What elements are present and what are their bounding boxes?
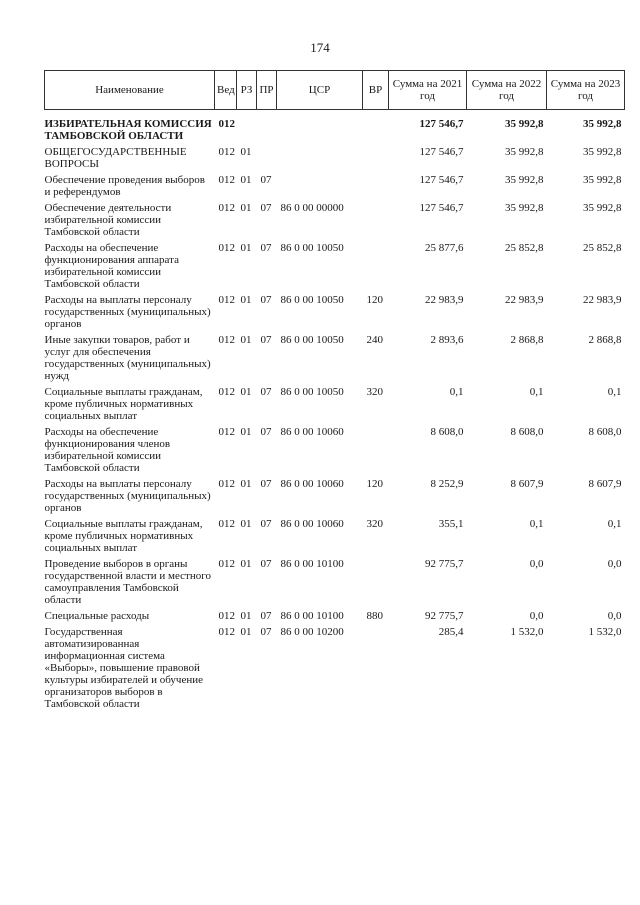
row-name: Обеспечение деятельности избирательной комиссии Тамбовской области bbox=[44, 202, 172, 238]
row-vr bbox=[363, 622, 389, 710]
header-vr: ВР bbox=[363, 71, 389, 110]
row-sum-2023: 25 852,8 bbox=[583, 242, 622, 254]
row-sum-2021: 0,1 bbox=[449, 386, 464, 398]
row-name: Проведение выборов в органы государственной власти и местного самоуправления Тамбовской области bbox=[44, 558, 211, 606]
row-sum-2022: 35 992,8 bbox=[505, 146, 544, 158]
header-ved: Вед bbox=[215, 71, 237, 110]
row-sum-2023: 0,1 bbox=[607, 518, 622, 530]
row-rz: 01 bbox=[240, 426, 252, 438]
row-csr: 86 0 00 10100 bbox=[280, 610, 344, 622]
row-sum-2022: 35 992,8 bbox=[505, 174, 544, 186]
table-row bbox=[45, 514, 625, 554]
row-ved: 012 bbox=[218, 294, 235, 306]
row-pr: 07 bbox=[260, 478, 272, 490]
row-sum-2021: 285,4 bbox=[438, 626, 464, 638]
row-name: Расходы на выплаты персоналу государственных (муниципальных) органов bbox=[44, 294, 211, 330]
row-name: Специальные расходы bbox=[44, 610, 150, 622]
header-csr: ЦСР bbox=[277, 71, 363, 110]
row-rz: 01 bbox=[240, 626, 252, 638]
row-ved: 012 bbox=[218, 146, 235, 158]
row-rz: 01 bbox=[240, 334, 252, 346]
row-vr bbox=[363, 554, 389, 606]
row-sum-2022: 0,1 bbox=[529, 386, 544, 398]
row-vr bbox=[363, 110, 389, 143]
row-ved: 012 bbox=[218, 118, 235, 130]
row-rz: 01 bbox=[240, 558, 252, 570]
row-csr: 86 0 00 10050 bbox=[280, 242, 344, 254]
row-sum-2023: 35 992,8 bbox=[583, 146, 622, 158]
row-pr: 07 bbox=[260, 334, 272, 346]
row-sum-2023: 8 607,9 bbox=[588, 478, 622, 490]
row-vr: 880 bbox=[366, 610, 383, 622]
row-vr: 120 bbox=[366, 478, 383, 490]
row-rz: 01 bbox=[240, 202, 252, 214]
row-ved: 012 bbox=[218, 202, 235, 214]
row-pr bbox=[257, 110, 277, 143]
row-name: ИЗБИРАТЕЛЬНАЯ КОМИССИЯ ТАМБОВСКОЙ ОБЛАСТИ bbox=[44, 118, 212, 142]
row-csr: 86 0 00 10060 bbox=[280, 478, 344, 490]
row-vr bbox=[363, 422, 389, 474]
row-csr: 86 0 00 10050 bbox=[280, 386, 344, 398]
row-sum-2021: 127 546,7 bbox=[419, 146, 464, 158]
page-number: 174 bbox=[310, 40, 330, 55]
row-ved: 012 bbox=[218, 558, 235, 570]
header-name: Наименование bbox=[45, 71, 215, 110]
row-rz: 01 bbox=[240, 294, 252, 306]
row-sum-2023: 35 992,8 bbox=[583, 202, 622, 214]
row-sum-2022: 35 992,8 bbox=[505, 202, 544, 214]
row-vr: 240 bbox=[366, 334, 383, 346]
row-sum-2022: 0,0 bbox=[529, 610, 544, 622]
budget-table bbox=[44, 70, 625, 710]
row-pr: 07 bbox=[260, 242, 272, 254]
row-sum-2022: 8 608,0 bbox=[510, 426, 544, 438]
header-sum-2023: Сумма на 2023 год bbox=[547, 71, 625, 110]
row-csr bbox=[277, 170, 363, 198]
row-pr bbox=[257, 142, 277, 170]
row-pr: 07 bbox=[260, 174, 272, 186]
row-rz: 01 bbox=[240, 174, 252, 186]
row-sum-2022: 1 532,0 bbox=[510, 626, 544, 638]
row-sum-2021: 127 546,7 bbox=[419, 118, 464, 130]
row-sum-2022: 25 852,8 bbox=[505, 242, 544, 254]
row-sum-2023: 35 992,8 bbox=[583, 118, 622, 130]
row-sum-2023: 0,0 bbox=[607, 558, 622, 570]
table-body bbox=[45, 110, 625, 711]
row-name: Расходы на обеспечение функционирования членов избирательной комиссии Тамбовской области bbox=[44, 426, 171, 474]
table-row bbox=[45, 422, 625, 474]
row-sum-2021: 127 546,7 bbox=[419, 202, 464, 214]
row-vr: 320 bbox=[366, 386, 383, 398]
row-csr: 86 0 00 10060 bbox=[280, 426, 344, 438]
table-row bbox=[45, 290, 625, 330]
table-row bbox=[45, 198, 625, 238]
table-row bbox=[45, 170, 625, 198]
row-sum-2021: 92 775,7 bbox=[425, 610, 464, 622]
row-ved: 012 bbox=[218, 242, 235, 254]
row-csr bbox=[277, 142, 363, 170]
row-pr: 07 bbox=[260, 294, 272, 306]
table-row bbox=[45, 142, 625, 170]
row-ved: 012 bbox=[218, 626, 235, 638]
row-vr bbox=[363, 142, 389, 170]
row-pr: 07 bbox=[260, 610, 272, 622]
row-sum-2021: 92 775,7 bbox=[425, 558, 464, 570]
row-name: ОБЩЕГОСУДАРСТВЕННЫЕ ВОПРОСЫ bbox=[44, 146, 187, 170]
row-sum-2021: 8 608,0 bbox=[430, 426, 464, 438]
row-csr: 86 0 00 10050 bbox=[280, 294, 344, 306]
row-ved: 012 bbox=[218, 426, 235, 438]
row-sum-2021: 127 546,7 bbox=[419, 174, 464, 186]
row-sum-2023: 1 532,0 bbox=[588, 626, 622, 638]
row-sum-2021: 8 252,9 bbox=[430, 478, 464, 490]
row-name: Социальные выплаты гражданам, кроме публичных нормативных социальных выплат bbox=[44, 386, 203, 422]
row-ved: 012 bbox=[218, 518, 235, 530]
row-ved: 012 bbox=[218, 386, 235, 398]
row-rz: 01 bbox=[240, 518, 252, 530]
table-row bbox=[45, 238, 625, 290]
row-ved: 012 bbox=[218, 174, 235, 186]
row-sum-2023: 8 608,0 bbox=[588, 426, 622, 438]
row-sum-2022: 35 992,8 bbox=[505, 118, 544, 130]
row-rz: 01 bbox=[240, 242, 252, 254]
row-sum-2022: 0,1 bbox=[529, 518, 544, 530]
row-csr: 86 0 00 10200 bbox=[280, 626, 344, 638]
row-vr bbox=[363, 170, 389, 198]
table-row bbox=[45, 474, 625, 514]
row-sum-2023: 35 992,8 bbox=[583, 174, 622, 186]
row-pr: 07 bbox=[260, 626, 272, 638]
row-rz: 01 bbox=[240, 610, 252, 622]
row-vr bbox=[363, 198, 389, 238]
table-row bbox=[45, 606, 625, 622]
row-pr: 07 bbox=[260, 202, 272, 214]
row-vr bbox=[363, 238, 389, 290]
row-vr: 320 bbox=[366, 518, 383, 530]
table-row bbox=[45, 330, 625, 382]
row-ved: 012 bbox=[218, 478, 235, 490]
row-sum-2022: 2 868,8 bbox=[510, 334, 544, 346]
header-sum-2021: Сумма на 2021 год bbox=[389, 71, 467, 110]
row-sum-2021: 22 983,9 bbox=[425, 294, 464, 306]
row-csr: 86 0 00 00000 bbox=[280, 202, 344, 214]
row-ved: 012 bbox=[218, 334, 235, 346]
row-csr bbox=[277, 110, 363, 143]
row-sum-2023: 2 868,8 bbox=[588, 334, 622, 346]
table-header bbox=[45, 71, 625, 110]
header-sum-2022: Сумма на 2022 год bbox=[467, 71, 547, 110]
row-csr: 86 0 00 10100 bbox=[280, 558, 344, 570]
table-row bbox=[45, 382, 625, 422]
table-row bbox=[45, 554, 625, 606]
row-sum-2021: 2 893,6 bbox=[430, 334, 464, 346]
row-name: Иные закупки товаров, работ и услуг для обеспечения государственных (муниципальных) нужд bbox=[44, 334, 211, 382]
row-name: Государственная автоматизированная информационная система «Выборы», повышение правовой культуры избирателей и обучение организаторов выборов в Тамбовской области bbox=[44, 626, 203, 710]
row-rz: 01 bbox=[240, 478, 252, 490]
row-sum-2023: 0,1 bbox=[607, 386, 622, 398]
row-name: Обеспечение проведения выборов и референдумов bbox=[44, 174, 205, 198]
row-vr: 120 bbox=[366, 294, 383, 306]
row-sum-2022: 8 607,9 bbox=[510, 478, 544, 490]
row-sum-2021: 355,1 bbox=[438, 518, 464, 530]
header-rz: РЗ bbox=[237, 71, 257, 110]
row-name: Расходы на обеспечение функционирования аппарата избирательной комиссии Тамбовской области bbox=[44, 242, 179, 290]
row-ved: 012 bbox=[218, 610, 235, 622]
row-name: Социальные выплаты гражданам, кроме публичных нормативных социальных выплат bbox=[44, 518, 203, 554]
row-pr: 07 bbox=[260, 386, 272, 398]
table-row bbox=[45, 622, 625, 710]
row-rz: 01 bbox=[240, 386, 252, 398]
row-pr: 07 bbox=[260, 558, 272, 570]
row-name: Расходы на выплаты персоналу государственных (муниципальных) органов bbox=[44, 478, 211, 514]
row-rz: 01 bbox=[240, 146, 252, 158]
row-csr: 86 0 00 10060 bbox=[280, 518, 344, 530]
row-csr: 86 0 00 10050 bbox=[280, 334, 344, 346]
row-sum-2023: 0,0 bbox=[607, 610, 622, 622]
row-sum-2021: 25 877,6 bbox=[425, 242, 464, 254]
header-pr: ПР bbox=[257, 71, 277, 110]
row-rz bbox=[237, 110, 257, 143]
row-sum-2023: 22 983,9 bbox=[583, 294, 622, 306]
row-pr: 07 bbox=[260, 518, 272, 530]
table-row bbox=[45, 110, 625, 143]
row-pr: 07 bbox=[260, 426, 272, 438]
row-sum-2022: 22 983,9 bbox=[505, 294, 544, 306]
row-sum-2022: 0,0 bbox=[529, 558, 544, 570]
